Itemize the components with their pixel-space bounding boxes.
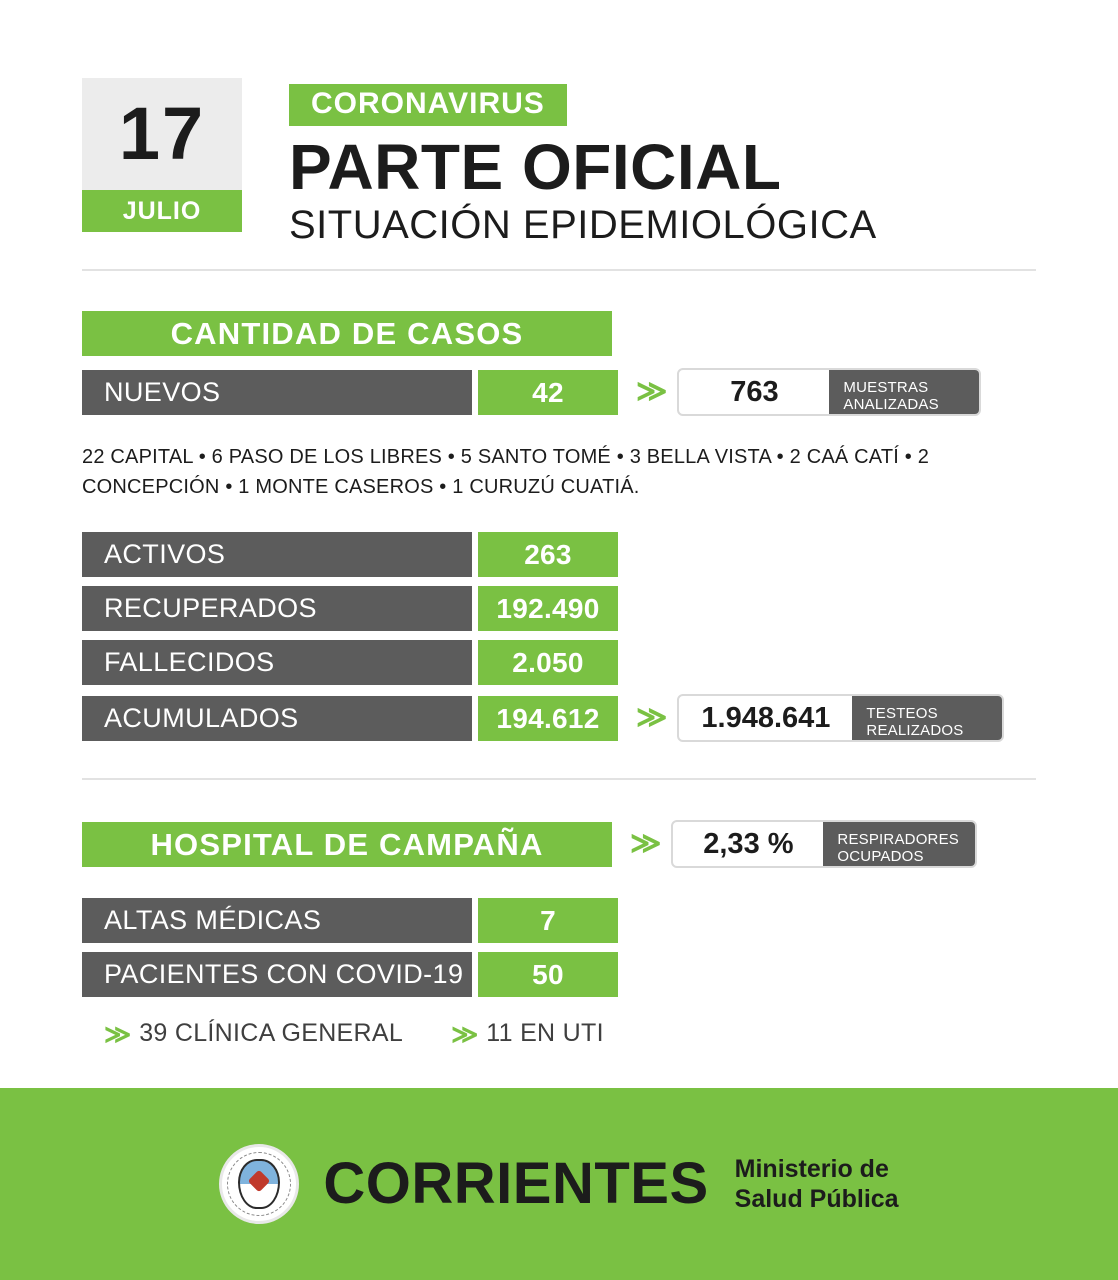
value-pacientes-covid: 50 xyxy=(478,952,618,997)
hospital-notes xyxy=(82,1019,1036,1048)
section-title-cases: CANTIDAD DE CASOS xyxy=(82,311,612,356)
coronavirus-tag: CORONAVIRUS xyxy=(289,84,567,126)
row-acumulados xyxy=(82,694,1036,742)
label-respiradores-line2: OCUPADOS xyxy=(837,848,924,866)
chevron-right-icon: ≫ xyxy=(636,375,664,409)
label-fallecidos: FALLECIDOS xyxy=(82,640,472,685)
value-fallecidos: 2.050 xyxy=(478,640,618,685)
chevron-right-icon: ≫ xyxy=(630,827,658,861)
section-divider xyxy=(82,778,1036,780)
date-month: JULIO xyxy=(82,190,242,232)
value-activos: 263 xyxy=(478,532,618,577)
label-acumulados: ACUMULADOS xyxy=(82,696,472,741)
label-pacientes-covid: PACIENTES CON COVID-19 xyxy=(82,952,472,997)
value-muestras: 763 xyxy=(730,375,779,408)
label-testeos-line1: TESTEOS xyxy=(866,705,938,723)
label-muestras xyxy=(829,370,979,414)
value-nuevos: 42 xyxy=(478,370,618,415)
label-muestras-line1: MUESTRAS xyxy=(843,379,929,397)
label-respiradores-line1: RESPIRADORES xyxy=(837,831,960,849)
label-muestras-line2: ANALIZADAS xyxy=(843,396,939,414)
date-box xyxy=(82,78,242,232)
note-clinica-general-text: 39 CLÍNICA GENERAL xyxy=(139,1019,404,1048)
cases-breakdown: 22 CAPITAL • 6 PASO DE LOS LIBRES • 5 SANTO TOMÉ • 3 BELLA VISTA • 2 CAÁ CATÍ • 2 CONCEPCIÓN • 1 MONTE CASEROS • 1 CURUZÚ CUATIÁ. xyxy=(82,446,930,499)
row-activos xyxy=(82,532,1036,577)
row-recuperados xyxy=(82,586,1036,631)
label-testeos-line2: REALIZADOS xyxy=(866,722,964,740)
label-testeos xyxy=(852,696,1002,740)
label-altas-medicas: ALTAS MÉDICAS xyxy=(82,898,472,943)
chevron-right-icon: ≫ xyxy=(104,1018,128,1049)
page-title: PARTE OFICIAL xyxy=(289,131,782,203)
chevron-right-icon: ≫ xyxy=(636,701,664,735)
note-clinica-general xyxy=(104,1019,403,1048)
title-block xyxy=(289,78,877,247)
value-altas-medicas: 7 xyxy=(478,898,618,943)
hospital-content xyxy=(0,820,1118,1048)
row-pacientes-covid xyxy=(82,952,1036,997)
row-altas-medicas xyxy=(82,898,1036,943)
date-day: 17 xyxy=(82,78,242,190)
hospital-rows xyxy=(82,898,1036,997)
footer-ministry xyxy=(735,1154,899,1214)
pill-testeos-realizados xyxy=(677,694,1004,742)
section-title-hospital: HOSPITAL DE CAMPAÑA xyxy=(82,822,612,867)
label-nuevos: NUEVOS xyxy=(82,370,472,415)
chevron-right-icon: ≫ xyxy=(451,1018,475,1049)
emblem-shield xyxy=(238,1159,280,1209)
page-header xyxy=(0,0,1118,247)
row-fallecidos xyxy=(82,640,1036,685)
value-respiradores: 2,33 % xyxy=(703,827,794,860)
note-uti xyxy=(451,1019,604,1048)
value-testeos: 1.948.641 xyxy=(701,701,831,734)
note-uti-text: 11 EN UTI xyxy=(486,1019,604,1048)
label-respiradores xyxy=(823,822,975,866)
label-recuperados: RECUPERADOS xyxy=(82,586,472,631)
footer-ministry-line1: Ministerio de xyxy=(734,1155,889,1183)
header-divider xyxy=(82,269,1036,271)
row-nuevos xyxy=(82,368,1036,416)
value-recuperados: 192.490 xyxy=(478,586,618,631)
cases-rows xyxy=(82,532,1036,742)
pill-respiradores-ocupados xyxy=(671,820,977,868)
label-activos: ACTIVOS xyxy=(82,532,472,577)
hospital-header-row xyxy=(82,820,1036,868)
government-emblem-icon xyxy=(219,1144,299,1224)
pill-muestras-analizadas xyxy=(677,368,981,416)
page-footer xyxy=(0,1088,1118,1280)
page-subtitle: SITUACIÓN EPIDEMIOLÓGICA xyxy=(289,203,877,248)
footer-ministry-line2: Salud Pública xyxy=(734,1185,899,1213)
value-acumulados: 194.612 xyxy=(478,696,618,741)
footer-brand: CORRIENTES xyxy=(323,1151,709,1216)
main-content xyxy=(0,311,1118,742)
